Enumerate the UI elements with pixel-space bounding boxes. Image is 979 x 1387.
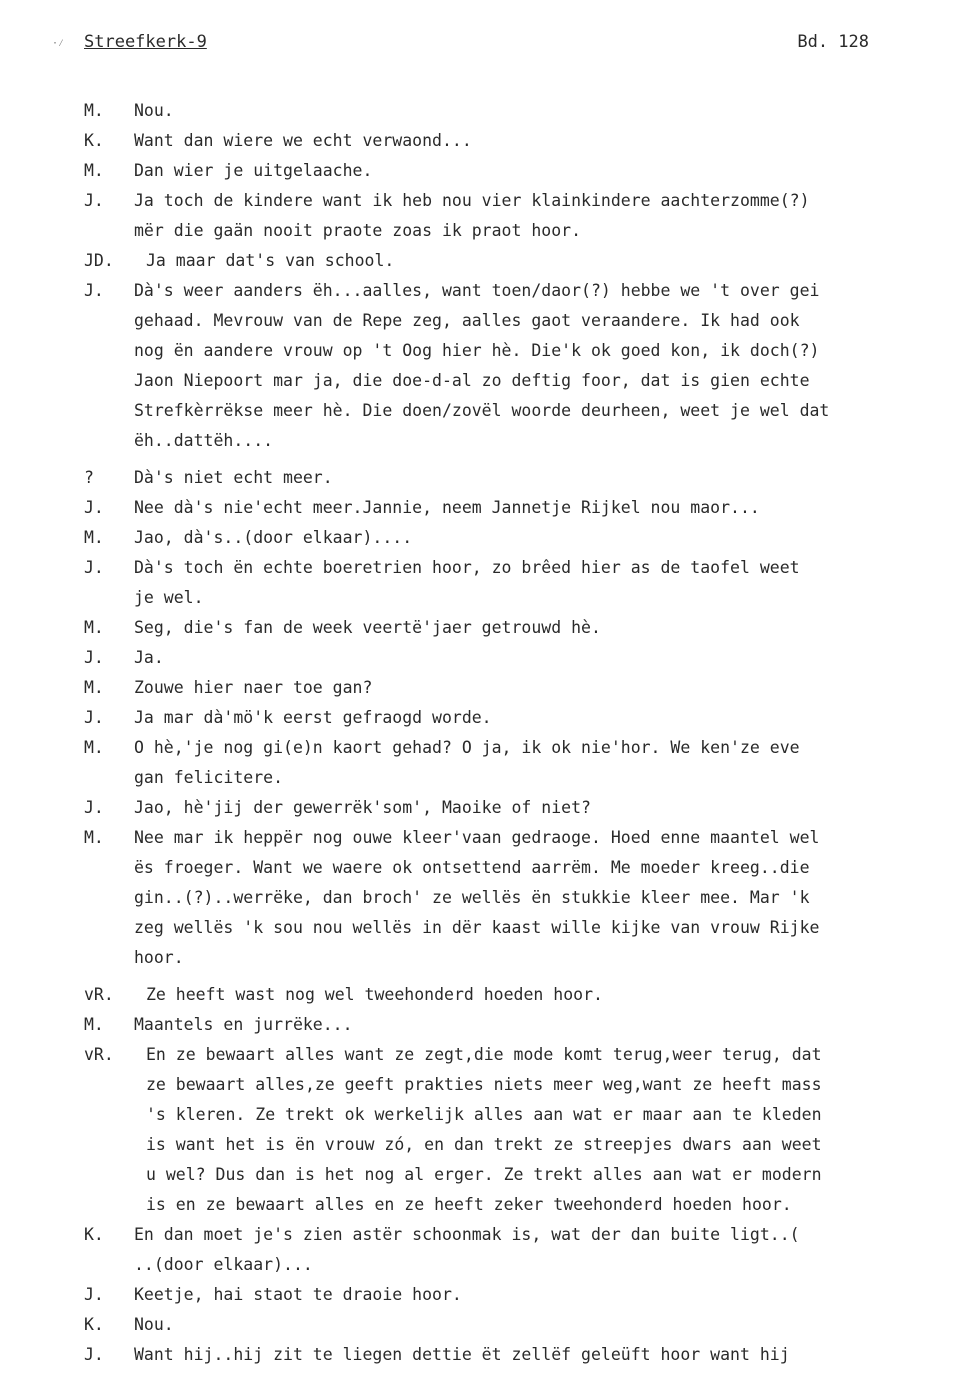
transcript-line — [0, 523, 979, 553]
transcript-line — [0, 276, 979, 306]
utterance-text: Strefkèrrëkse meer hè. Die doen/zovël woorde deurheen, weet je wel dat — [134, 401, 830, 420]
transcript-line — [0, 643, 979, 673]
speaker-label: M. — [84, 618, 104, 637]
utterance-text: zeg wellës 'k sou nou wellës in dër kaast wille kijke van vrouw Rijke — [134, 918, 820, 937]
speaker-label: M. — [84, 161, 104, 180]
transcript-line — [0, 493, 979, 523]
utterance-text: Want hij..hij zit te liegen dettie ët zellëf geleüft hoor want hij — [134, 1345, 790, 1364]
utterance-text: gehaad. Mevrouw van de Repe zeg, aalles gaot veraandere. Ik had ook — [134, 311, 800, 330]
transcript-line — [0, 553, 979, 583]
transcript-line — [0, 396, 979, 426]
transcript-line — [0, 426, 979, 456]
transcript-line — [0, 186, 979, 216]
speaker-label: M. — [84, 101, 104, 120]
utterance-text: Dà's niet echt meer. — [134, 468, 333, 487]
utterance-text: Nou. — [134, 101, 174, 120]
utterance-text: ës froeger. Want we waere ok ontsettend aarrëm. Me moeder kreeg..die — [134, 858, 810, 877]
speaker-label: K. — [84, 1225, 104, 1244]
transcript-line — [0, 583, 979, 613]
transcript-line — [0, 126, 979, 156]
utterance-text: Keetje, hai staot te draoie hoor. — [134, 1285, 462, 1304]
speaker-label: J. — [84, 281, 104, 300]
utterance-text: is want het is ën vrouw zó, en dan trekt ze streepjes dwars aan weet — [146, 1135, 822, 1154]
utterance-text: Dà's weer aanders ëh...aalles, want toen/daor(?) hebbe we 't over gei — [134, 281, 820, 300]
transcript-line — [0, 613, 979, 643]
transcript-line — [0, 366, 979, 396]
transcript-line — [0, 1310, 979, 1340]
utterance-text: 's kleren. Ze trekt ok werkelijk alles aan wat er maar aan te kleden — [146, 1105, 822, 1124]
speaker-label: J. — [84, 648, 104, 667]
transcript-line — [0, 1250, 979, 1280]
speaker-label: K. — [84, 1315, 104, 1334]
utterance-text: je wel. — [134, 588, 204, 607]
transcript-line — [0, 1100, 979, 1130]
utterance-text: mër die gaän nooit praote zoas ik praot hoor. — [134, 221, 582, 240]
utterance-text: Nee dà's nie'echt meer.Jannie, neem Jannetje Rijkel nou maor... — [134, 498, 760, 517]
utterance-text: Dan wier je uitgelaache. — [134, 161, 373, 180]
transcript-line — [0, 943, 979, 973]
transcript-line — [0, 246, 979, 276]
utterance-text: ëh..dattëh.... — [134, 431, 274, 450]
utterance-text: Jao, hè'jij der gewerrëk'som', Maoike of niet? — [134, 798, 591, 817]
transcript-line — [0, 913, 979, 943]
speaker-label: M. — [84, 528, 104, 547]
speaker-label: J. — [84, 708, 104, 727]
transcript-line — [0, 1340, 979, 1370]
utterance-text: is en ze bewaart alles en ze heeft zeker tweehonderd hoeden hoor. — [146, 1195, 792, 1214]
corner-mark: ·⁄ — [52, 38, 65, 49]
transcript-line — [0, 733, 979, 763]
speaker-label: vR. — [84, 985, 114, 1004]
utterance-text: Maantels en jurrëke... — [134, 1015, 353, 1034]
utterance-text: u wel? Dus dan is het nog al erger. Ze trekt alles aan wat er modern — [146, 1165, 822, 1184]
page-reference: Bd. 128 — [797, 32, 869, 52]
speaker-label: M. — [84, 828, 104, 847]
transcript-line — [0, 673, 979, 703]
utterance-text: gan felicitere. — [134, 768, 284, 787]
utterance-text: Ja mar dà'mö'k eerst gefraogd worde. — [134, 708, 492, 727]
transcript-line — [0, 883, 979, 913]
utterance-text: Want dan wiere we echt verwaond... — [134, 131, 472, 150]
utterance-text: En dan moet je's zien astër schoonmak is, wat der dan buite ligt..( — [134, 1225, 800, 1244]
speaker-label: M. — [84, 738, 104, 757]
speaker-label: J. — [84, 191, 104, 210]
transcript-line — [0, 1010, 979, 1040]
utterance-text: Ja toch de kindere want ik heb nou vier klainkindere aachterzomme(?) — [134, 191, 810, 210]
speaker-label: J. — [84, 1285, 104, 1304]
transcript-line — [0, 96, 979, 126]
utterance-text: Seg, die's fan de week veertë'jaer getrouwd hè. — [134, 618, 601, 637]
transcript-line — [0, 1130, 979, 1160]
transcript-line — [0, 823, 979, 853]
utterance-text: hoor. — [134, 948, 184, 967]
utterance-text: Jaon Niepoort mar ja, die doe-d-al zo deftig foor, dat is gien echte — [134, 371, 810, 390]
transcript-line — [0, 1160, 979, 1190]
transcript-line — [0, 703, 979, 733]
speaker-label: M. — [84, 678, 104, 697]
document-title: Streefkerk-9 — [84, 32, 207, 52]
speaker-label: J. — [84, 558, 104, 577]
speaker-label: K. — [84, 131, 104, 150]
utterance-text: Ja. — [134, 648, 164, 667]
utterance-text: gin..(?)..werrëke, dan broch' ze wellës ën stukkie kleer mee. Mar 'k — [134, 888, 810, 907]
utterance-text: nog ën aandere vrouw op 't Oog hier hè. Die'k ok goed kon, ik doch(?) — [134, 341, 820, 360]
transcript-line — [0, 156, 979, 186]
transcript-line — [0, 1220, 979, 1250]
utterance-text: En ze bewaart alles want ze zegt,die mode komt terug,weer terug, dat — [146, 1045, 822, 1064]
transcript-line — [0, 216, 979, 246]
transcript-line — [0, 1190, 979, 1220]
speaker-label: J. — [84, 798, 104, 817]
transcript-line — [0, 793, 979, 823]
transcript-line — [0, 763, 979, 793]
transcript-body — [0, 96, 979, 1370]
transcript-line — [0, 1280, 979, 1310]
utterance-text: ze bewaart alles,ze geeft prakties niets meer weg,want ze heeft mass — [146, 1075, 822, 1094]
transcript-line — [0, 1070, 979, 1100]
speaker-label: J. — [84, 1345, 104, 1364]
utterance-text: O hè,'je nog gi(e)n kaort gehad? O ja, ik ok nie'hor. We ken'ze eve — [134, 738, 800, 757]
utterance-text: Zouwe hier naer toe gan? — [134, 678, 373, 697]
utterance-text: Jao, dà's..(door elkaar).... — [134, 528, 413, 547]
speaker-label: J. — [84, 498, 104, 517]
utterance-text: Dà's toch ën echte boeretrien hoor, zo brêed hier as de taofel weet — [134, 558, 800, 577]
transcript-line — [0, 306, 979, 336]
transcript-line — [0, 853, 979, 883]
page-header — [52, 32, 869, 58]
utterance-text: Ja maar dat's van school. — [146, 251, 395, 270]
transcript-line — [0, 980, 979, 1010]
utterance-text: Ze heeft wast nog wel tweehonderd hoeden hoor. — [146, 985, 603, 1004]
utterance-text: ..(door elkaar)... — [134, 1255, 313, 1274]
utterance-text: Nee mar ik heppër nog ouwe kleer'vaan gedraoge. Hoed enne maantel wel — [134, 828, 820, 847]
transcript-line — [0, 336, 979, 366]
transcript-line — [0, 463, 979, 493]
utterance-text: Nou. — [134, 1315, 174, 1334]
speaker-label: ? — [84, 468, 94, 487]
speaker-label: M. — [84, 1015, 104, 1034]
transcript-line — [0, 1040, 979, 1070]
speaker-label: JD. — [84, 251, 114, 270]
speaker-label: vR. — [84, 1045, 114, 1064]
